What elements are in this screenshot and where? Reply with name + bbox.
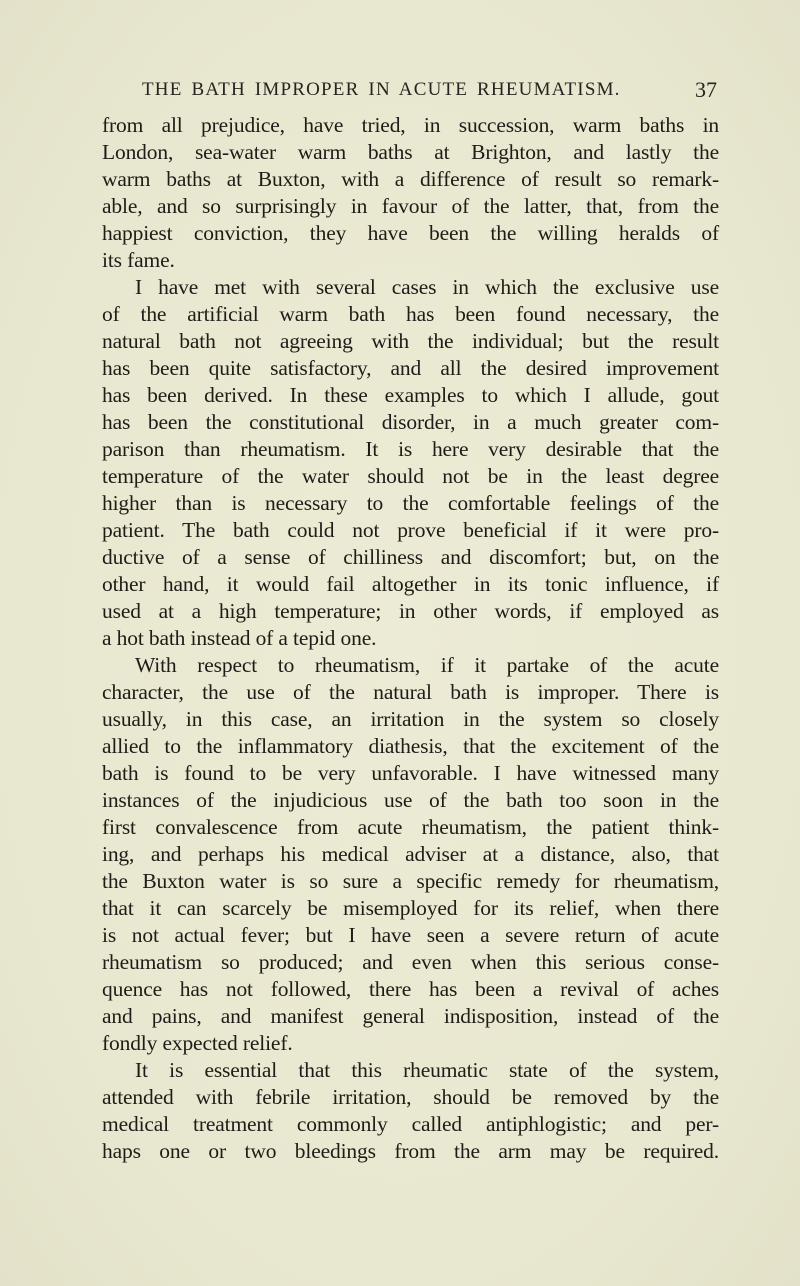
text-line: haps one or two bleedings from the arm may be required. [102, 1139, 719, 1163]
text-line: the Buxton water is so sure a specific remedy for rheumatism, [102, 869, 719, 893]
text-line: happiest conviction, they have been the willing heralds of [102, 221, 719, 245]
text-line: allied to the inflammatory diathesis, that the excitement of the [102, 734, 719, 758]
text-line: higher than is necessary to the comfortable feelings of the [102, 491, 719, 515]
page-number: 37 [695, 77, 717, 102]
text-line: other hand, it would fail altogether in its tonic influence, if [102, 572, 719, 596]
text-line: London, sea-water warm baths at Brighton, and lastly the [102, 140, 719, 164]
text-line: first convalescence from acute rheumatism, the patient think- [102, 815, 719, 839]
body-text [102, 112, 719, 1165]
text-line: bath is found to be very unfavorable. I have witnessed many [102, 761, 719, 785]
text-line: of the artificial warm bath has been found necessary, the [102, 302, 719, 326]
text-line: that it can scarcely be misemployed for its relief, when there [102, 896, 719, 920]
text-line: parison than rheumatism. It is here very desirable that the [102, 437, 719, 461]
text-line: patient. The bath could not prove beneficial if it were pro- [102, 518, 719, 542]
running-title: THE BATH IMPROPER IN ACUTE RHEUMATISM. [142, 79, 621, 100]
text-line: It is essential that this rheumatic state of the system, [135, 1058, 719, 1082]
text-line: used at a high temperature; in other words, if employed as [102, 599, 719, 623]
text-line: its fame. [102, 248, 175, 272]
text-line: ing, and perhaps his medical adviser at a distance, also, that [102, 842, 719, 866]
text-line: a hot bath instead of a tepid one. [102, 626, 377, 650]
text-line: instances of the injudicious use of the bath too soon in the [102, 788, 719, 812]
text-line: quence has not followed, there has been a revival of aches [102, 977, 719, 1001]
text-line: rheumatism so produced; and even when this serious conse- [102, 950, 719, 974]
text-line: With respect to rheumatism, if it partake of the acute [135, 653, 719, 677]
text-line: able, and so surprisingly in favour of the latter, that, from the [102, 194, 719, 218]
text-line: fondly expected relief. [102, 1031, 293, 1055]
text-line: ductive of a sense of chilliness and discomfort; but, on the [102, 545, 719, 569]
text-line: is not actual fever; but I have seen a severe return of acute [102, 923, 719, 947]
text-line: usually, in this case, an irritation in the system so closely [102, 707, 719, 731]
text-line: I have met with several cases in which the exclusive use [135, 275, 719, 299]
text-line: has been quite satisfactory, and all the desired improvement [102, 356, 719, 380]
text-line: from all prejudice, have tried, in succession, warm baths in [102, 113, 719, 137]
text-line: natural bath not agreeing with the individual; but the result [102, 329, 719, 353]
text-line: temperature of the water should not be in the least degree [102, 464, 719, 488]
text-line: warm baths at Buxton, with a difference of result so remark- [102, 167, 719, 191]
text-line: attended with febrile irritation, should be removed by the [102, 1085, 719, 1109]
text-line: medical treatment commonly called antiphlogistic; and per- [102, 1112, 719, 1136]
text-line: and pains, and manifest general indisposition, instead of the [102, 1004, 719, 1028]
running-head [142, 79, 720, 107]
text-line: has been the constitutional disorder, in a much greater com- [102, 410, 719, 434]
text-line: character, the use of the natural bath is improper. There is [102, 680, 719, 704]
text-line: has been derived. In these examples to which I allude, gout [102, 383, 719, 407]
